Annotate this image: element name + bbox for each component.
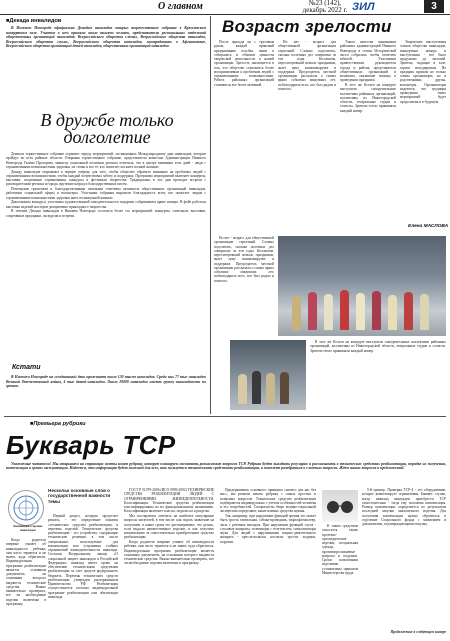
paragraph: Декаду инвалидов открывают в первую очередь для того, чтобы общество обратило внимание на проблемы людей с ограниченными возможностями, чтобы каждый почувствовал заботу и поддержку. Программа мероприятий включает концерты, выставки, спортивные соревнования, конкурсы и фестивали творчества. Традиционно в эти дни проходят встречи с руководителями региона и города, вручение наград и благодарственных писем. <box>6 169 206 187</box>
paragraph: Мы постараемся ответить на наиболее популярные вопросы читателей, в том числе: как подать заявление на получение, в какие сроки его рассматривают, что делать, если выдали некачественное изделие, и как получить компенсацию за самостоятельно приобретенное средство реабилитации. <box>124 514 214 540</box>
maturity-col2 <box>278 40 336 230</box>
issue-date: декабрь 2022 г. <box>302 6 348 14</box>
author-signature: Елена МАСЛОВА <box>408 224 449 229</box>
premiere-intro <box>6 462 446 484</box>
premiere-sidebar <box>362 488 446 628</box>
concert-stage-photo <box>278 236 446 336</box>
section-divider <box>4 416 446 417</box>
rubric-decade: ■ Декада инвалидов <box>6 18 61 24</box>
un-emblem-image <box>8 490 44 526</box>
paragraph: После прихода на с трутовым рукам, каждой приятный празднованию голубая, наши в собирались и обвитые ценности творческой деятельности в нашей организации. Зрелость заключается в том, что общество становится более восприимчивым к проблемам людей с ограниченными возможностями. Работа районных организаций становится все более активной. <box>214 40 274 87</box>
subhead-text: Нескольк основные слов о государственной важности темы <box>48 488 111 504</box>
lead-paragraph <box>6 26 206 112</box>
paragraph: 5-й пример. Проверка ТСР-4 - это оборудование, которое компенсирует ограничения. Бывают случаи, когда инвалид вынужден приобрести ТСР самостоятельно - тогда ему положена компенсация. Размер компенсации определяется по результатам последней закупки аналогичного изделия. Для получения компенсации нужно обратиться в отделение Социального фонда с заявлением и документами, подтверждающими покупку. <box>362 488 446 526</box>
premiere-right-col2 <box>322 524 358 636</box>
paragraph: Денисов торжественное собрание отрывает череду мероприятий, посвященных Международному дню инвалидов, которые пройдут во всех районах области. Открывая торжественное собрание, представители комиссии Администрации Нижнего Новгорода Галина Прохорова, министр социальной политики региона отметила, что в центре внимания этих дней - люди с ограниченными возможностями здоровья, их семьи и все те, кто помогает им жить полной жизнью. <box>6 152 206 169</box>
performers-photo <box>230 340 306 410</box>
maturity-col4 <box>400 40 446 220</box>
issue-number: №23 (142), <box>308 0 342 7</box>
maturity-bottom <box>310 340 446 410</box>
page-number: 3 <box>424 0 444 13</box>
kstati-box <box>6 375 206 415</box>
premiere-left-body <box>48 514 118 636</box>
page-header <box>0 0 450 15</box>
premiere-mid-body <box>124 488 214 636</box>
section-title: О главном <box>158 1 203 12</box>
glasses-icon <box>322 490 358 522</box>
paragraph: Придерживаясь основного принципа «ничего для нас без нас», мы решили начать рубрику с самых простых и понятных вопросов. Технические средства реабилитации подбираются индивидуально с учетом особенностей человека и его потребностей. Специалисты бюро медико-социальной экспертизы определяют, какие именно средства нужны. <box>220 488 316 514</box>
premiere-right-body <box>220 488 316 636</box>
paragraph: Но нет - возраст для общественной организации серьезный. Сложно подсчитать, сколько полезных дел совершено за эти годы. Коллектив, пересмотревший немало праздников, знает цену взаимовыручке и поддержке. Председатель местной организации рассказала о самых ярких событиях минувших лет, поблагодарила всех, кто был рядом и помогал. <box>214 236 274 283</box>
lead-text: В Нижнем Новгороде официально Декадам инвалидов открыл торжественное собрание в Кремлевском концертном зале. Участие в нем приняли около тысячи человек, представители региональных отделений общественных организаций инвалидов: Всероссийского общества слепых, Всероссийского общества инвалидов, Всероссийского общества глухих, Всероссийского общества инвалидов, пострадавших в Афганистане, Всероссийского общества организаций детей-инвалидов, общественных организаций инвалидов <box>6 26 206 48</box>
column-divider <box>210 16 211 414</box>
paragraph: Первый раздел, которую предстоит решить, - это определение понятия «технические средства реабилитации» и перечень изделий. Технические средства реабилитации - это устройства, содержащие технические решения, в том числе специальные, используемые для компенсации или устранения стойких ограничений жизнедеятельности инвалида. Согласно Федеральному закону «О социальной защите инвалидов в Российской Федерации» инвалид имеет право на обеспечение техническими средствами реабилитации за счет средств федерального бюджета. Перечень технических средств реабилитации утвержден распоряжением Правительства РФ. Реабилитация осуществляется согласно индивидуальной программе реабилитации или абилитации инвалида. <box>48 514 118 599</box>
paragraph: Дипломанты конкурса, участники художественной самодеятельности подарили собравшимся яркие номера. В фойе работала выставка изделий мастеров декоративно-прикладного творчества. <box>6 200 206 209</box>
intro-text: Уважаемые читатели! Мы открываем на страницах газеты новую рубрику, которую планируем посвятить разъяснению вопросов ТСР. Рубрика будет выходить регулярно и рассказывать о технических средствах реабилитации, порядке их получения, компенсации и сроках эксплуатации. Надеемся, что информация будет полезной для всех, кто пользуется техническими средствами реабилитации, и поможет разобраться в сложных вопросах. Ждем ваших вопросов и предложений! <box>6 462 446 471</box>
maturity-col3 <box>340 40 396 230</box>
paragraph: Когда родители впервые узнают об инвалидности ребенка, они часто теряются и не знают, куда обратиться. Индивидуальная программа реабилитации является основным документом, на основании которого выдаются технические средства. Важно внимательно проверить, все ли необходимые изделия включены в программу. <box>6 538 46 606</box>
issue-info <box>300 0 350 14</box>
paragraph: Так, например, при нарушении функций зрения это может быть трость тактильная, собака-проводник, тифлофлешплеер, часы с речевым выходом. При нарушении функций слуха - слуховые аппараты, телевизоры с телетекстом, сигнализаторы звука. Для людей с нарушениями опорно-двигательного аппарата - кресла-коляски, костыли, трости, ходунки, поручни. <box>220 514 316 544</box>
subhead-left <box>48 488 118 512</box>
paragraph: ГОСТ Р 51079-2006 (ИСО 9999:2002) ТЕХНИЧЕСКИЕ СРЕДСТВА РЕАБИЛИТАЦИИ ЛЮДЕЙ С ОГРАНИЧЕНИЯМИ ЖИЗНЕДЕЯТЕЛЬНОСТИ. Классификация. Технические средства реабилитации классифицированы по их функциональному назначению. Классификация включает классы, подклассы и разделы. <box>124 488 214 514</box>
newspaper-logo: ЗИЛ <box>352 1 375 13</box>
premiere-left-body2 <box>6 538 46 636</box>
headline-friendship: В дружбе только долголетие <box>40 110 174 147</box>
paragraph: Почетными грамотами и благодарственными письмами отмечены активисты общественных организаций инвалидов, работники социальной сферы и волонтеры. Участники собрания выразили благодарность всем, кто помогает людям с ограниченными возможностями здоровья жить полноценной жизнью. <box>6 187 206 200</box>
paragraph: Когда родители впервые узнают об инвалидности ребенка, они часто теряются и не знают, куда обратиться. Индивидуальная программа реабилитации является основным документом, на основании которого выдаются технические средства. Важно внимательно проверить, все ли необходимые изделия включены в программу. <box>124 540 214 566</box>
paragraph: В этот же Кстати на концерте выступили самодеятельные коллективы районных организаций, коллективы из Нижегородской области, театральные студии и солисты. Зрители тепло принимали каждый номер. <box>310 340 446 353</box>
paragraph: К таким средствам относятся также протезно-ортопедические изделия, специальная одежда, противопролежневые матрасы и подушки. Сроки пользования изделиями установлены приказом Министерства труда. <box>322 524 358 575</box>
paragraph: В течение Декады инвалидов в Нижнем Новгороде состоятся более ста мероприятий: концерты, спектакли, выставки, спортивные праздники, экскурсии и встречи. <box>6 209 206 218</box>
photo-caption: Конвенция о правах инвалидов <box>13 525 43 532</box>
headline-maturity: Возраст зрелости <box>222 17 392 36</box>
maturity-col1 <box>214 40 274 230</box>
globe-icon <box>9 491 43 525</box>
paragraph: Творческие выступления членов общества инвалидов, концертные номера и выступления - все было продумано до мелочей. Зрители, сидящие в зале, горячо аплодировали. На праздник пришли не только члены организации, но и родственники, друзья, волонтеры. Организаторы надеются, что традиция проведения таких мероприятий будет продолжена и в будущем. <box>400 40 446 104</box>
headline-primer: Букварь ТСР <box>6 430 176 460</box>
paragraph: В этот же Кстати на концерте выступили самодеятельные коллективы районных организаций, коллективы из Нижегородской области, театральные студии и солисты. Зрители тепло принимали каждый номер. <box>340 83 396 113</box>
kstati-text: В Нижнем Новгороде на сегодняшний день проживает около 130 тысяч инвалидов. Среди них 77 тыс инвалидов Великой Отечественной войны, 4 тыс детей-инвалидов. Около 20000 инвалидов имеют группу инвалидности по зрению. <box>6 375 206 388</box>
rubric-premiere: ■ Премьера рубрики <box>30 421 86 427</box>
continued-note: Продолжение в следующем номере <box>390 630 446 634</box>
glasses-photo <box>322 490 358 522</box>
article-body-left <box>6 152 206 366</box>
paragraph: Но нет - возраст для общественной организации серьезный. Сложно подсчитать, сколько полезных дел совершено за эти годы. Коллектив, пересмотревший немало праздников, знает цену взаимовыручке и поддержке. Председатель местной организации рассказала о самых ярких событиях минувших лет, поблагодарила всех, кто был рядом и помогал. <box>278 40 336 91</box>
kstati-title: Кстати <box>12 364 41 371</box>
paragraph: Такого качества чиновников районных администраций Нижнего Новгорода в стенах Исторической части собрались чтобы отметить юбилей. Участников приветствовали руководители города и района, представители общественных организаций и меценаты, оказавшие помощь в проведении праздника. <box>340 40 396 83</box>
maturity-col1-cont <box>214 236 274 336</box>
